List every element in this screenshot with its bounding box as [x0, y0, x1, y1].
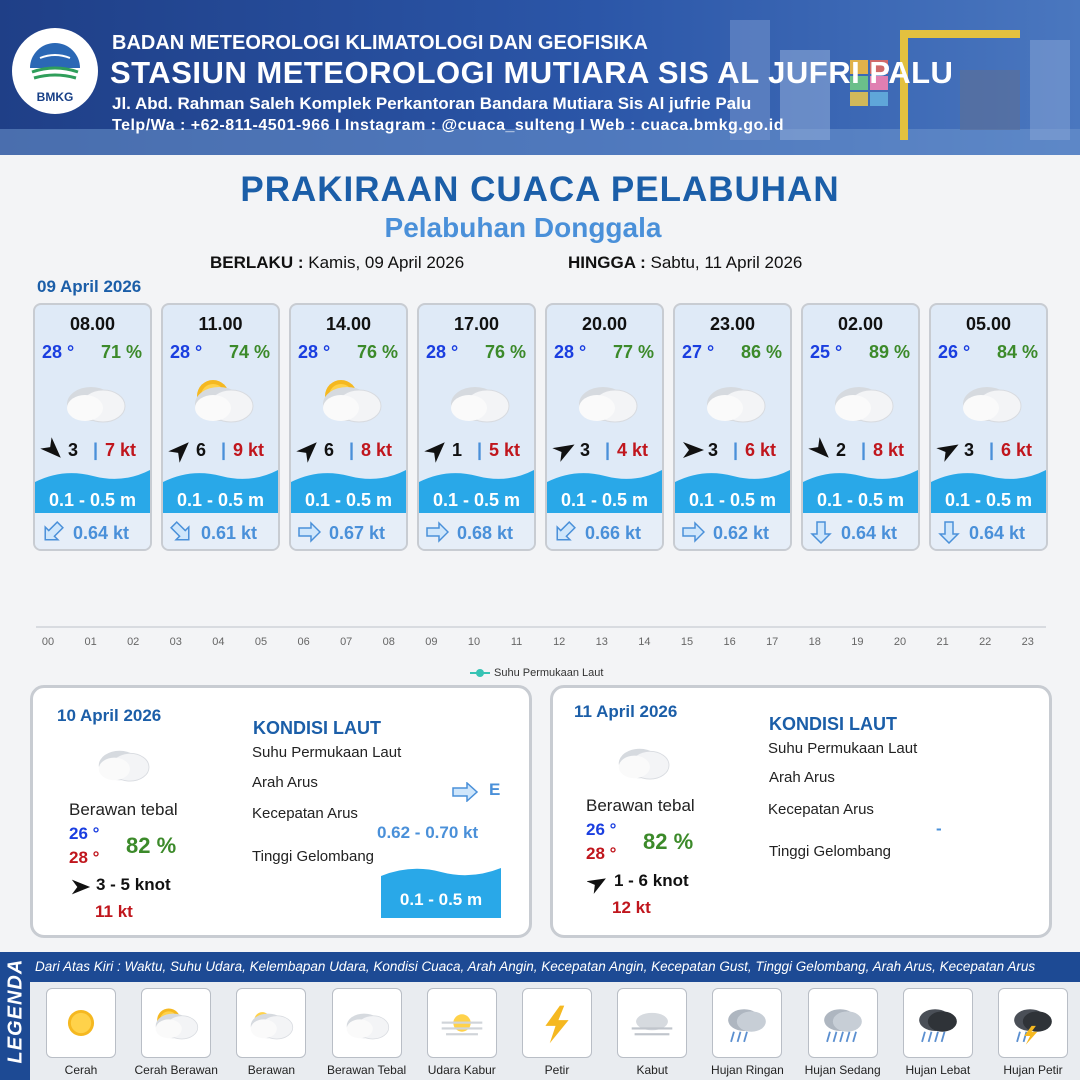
- card-current-speed: 0.64 kt: [73, 523, 130, 543]
- card-current-speed: 0.66 kt: [585, 523, 642, 543]
- card-humidity: 76 %: [356, 342, 398, 362]
- legend-item-label: Udara Kabur: [427, 1063, 496, 1077]
- legend-item-label: Berawan: [247, 1063, 296, 1077]
- day3-sea-condition-title: KONDISI LAUT: [769, 714, 897, 734]
- day3-wind-speed: 1 - 6 knot: [614, 871, 689, 890]
- legend-item: [427, 988, 497, 1058]
- card-time: 20.00: [581, 314, 628, 334]
- day3-panel: [550, 685, 1052, 938]
- legend-item: [617, 988, 687, 1058]
- day2-sst-label: Suhu Permukaan Laut: [252, 744, 402, 761]
- card-humidity: 84 %: [996, 342, 1038, 362]
- card-gust: 9 kt: [233, 440, 265, 460]
- page-title: PRAKIRAAN CUACA PELABUHAN: [240, 170, 840, 209]
- card-wave-height: 0.1 - 0.5 m: [432, 490, 521, 510]
- berawan-tebal-icon: [951, 370, 1031, 430]
- wind-direction-icon: [70, 876, 92, 898]
- axis-tick-label: 13: [595, 636, 608, 648]
- legend-item: [903, 988, 973, 1058]
- cerah-berawan-icon: [147, 994, 205, 1052]
- logo-label: BMKG: [36, 90, 74, 104]
- card-time: 23.00: [709, 314, 756, 334]
- card-gust: 7 kt: [105, 440, 137, 460]
- axis-tick-label: 21: [936, 636, 949, 648]
- card-current-speed: 0.64 kt: [841, 523, 898, 543]
- header-banner: [0, 0, 1080, 155]
- card-wave-height: 0.1 - 0.5 m: [560, 490, 649, 510]
- day3-date: 11 April 2026: [574, 702, 678, 721]
- axis-tick-label: 17: [766, 636, 779, 648]
- card-time: 02.00: [837, 314, 884, 334]
- current-direction-icon: [41, 520, 65, 544]
- card-wind-speed: 3: [964, 440, 975, 460]
- forecast-card: [289, 303, 408, 551]
- day2-temp-max: 28 °: [69, 848, 100, 867]
- axis-tick-label: 03: [169, 636, 182, 648]
- card-gust: 5 kt: [489, 440, 521, 460]
- valid-to-label: HINGGA :: [568, 253, 646, 272]
- legend-item: [332, 988, 402, 1058]
- day2-panel: [30, 685, 532, 938]
- kabut-icon: [623, 994, 681, 1052]
- day3-condition: Berawan tebal: [586, 796, 695, 815]
- card-time: 11.00: [198, 314, 243, 334]
- legend-item-label: Berawan Tebal: [327, 1063, 407, 1077]
- wind-direction-icon: [587, 872, 609, 894]
- card-humidity: 86 %: [740, 342, 782, 362]
- legend-item-label: Hujan Ringan: [711, 1063, 784, 1077]
- berawan-tebal-icon: [338, 994, 396, 1052]
- legend-item: [141, 988, 211, 1058]
- berawan-tebal-icon: [88, 736, 158, 788]
- card-wind-speed: 1: [452, 440, 463, 460]
- axis-tick-label: 01: [84, 636, 97, 648]
- card-current-speed: 0.62 kt: [713, 523, 770, 543]
- legend-side-label: [0, 952, 30, 1080]
- day2-wave-height: 0.1 - 0.5 m: [399, 890, 483, 909]
- card-gust: 6 kt: [745, 440, 777, 460]
- card-separator: |: [221, 440, 227, 460]
- port-name: Pelabuhan Donggala: [384, 212, 662, 243]
- axis-tick-label: 23: [1021, 636, 1034, 648]
- card-separator: |: [605, 440, 611, 460]
- card-temperature: 26 °: [938, 342, 971, 362]
- petir-icon: [528, 994, 586, 1052]
- berawan-tebal-icon: [55, 370, 135, 430]
- current-direction-icon: [169, 520, 193, 544]
- legend-item-label: Cerah: [64, 1063, 98, 1077]
- card-gust: 6 kt: [1001, 440, 1033, 460]
- berawan-tebal-icon: [439, 370, 519, 430]
- card-time: 17.00: [453, 314, 500, 334]
- axis-tick-label: 09: [425, 636, 438, 648]
- day2-current-speed: 0.62 - 0.70 kt: [377, 823, 479, 842]
- card-wave-height: 0.1 - 0.5 m: [48, 490, 137, 510]
- legend-item-label: Petir: [544, 1063, 570, 1077]
- axis-tick-label: 12: [553, 636, 566, 648]
- axis-tick-label: 02: [127, 636, 140, 648]
- day2-date: 10 April 2026: [57, 706, 162, 725]
- berawan-tebal-icon: [608, 734, 678, 786]
- chart-axis-line: [36, 626, 1046, 628]
- legend-item: [46, 988, 116, 1058]
- card-wind-speed: 6: [324, 440, 335, 460]
- card-current-speed: 0.61 kt: [201, 523, 258, 543]
- legend-item-label: Hujan Sedang: [804, 1063, 881, 1077]
- day3-gust: 12 kt: [612, 898, 651, 917]
- axis-tick-label: 14: [638, 636, 651, 648]
- axis-tick-label: 05: [254, 636, 268, 648]
- axis-tick-label: 22: [979, 636, 992, 648]
- card-separator: |: [989, 440, 995, 460]
- legend-item-label: Cerah Berawan: [134, 1063, 218, 1077]
- card-humidity: 71 %: [100, 342, 142, 362]
- day2-sea-condition-title: KONDISI LAUT: [253, 718, 381, 738]
- card-temperature: 28 °: [554, 342, 587, 362]
- day2-humidity: 82 %: [126, 833, 177, 858]
- card-gust: 8 kt: [361, 440, 393, 460]
- card-separator: |: [861, 440, 867, 460]
- card-separator: |: [349, 440, 355, 460]
- berawan-tebal-icon: [567, 370, 647, 430]
- udara-kabur-icon: [433, 994, 491, 1052]
- card-wave-height: 0.1 - 0.5 m: [816, 490, 905, 510]
- axis-tick-label: 07: [340, 636, 353, 648]
- card-wind-speed: 3: [68, 440, 79, 460]
- legend-description-bar: [30, 952, 1080, 982]
- hujan-ringan-icon: [718, 994, 776, 1052]
- day2-current-speed-label: Kecepatan Arus: [252, 805, 358, 822]
- day1-date: 09 April 2026: [37, 277, 142, 296]
- legend-item: [808, 988, 878, 1058]
- current-direction-icon: [297, 520, 321, 544]
- day2-current-dir-label: Arah Arus: [252, 774, 318, 791]
- card-wave-height: 0.1 - 0.5 m: [176, 490, 265, 510]
- legend-item: [712, 988, 782, 1058]
- axis-tick-label: 00: [41, 636, 55, 648]
- card-humidity: 76 %: [484, 342, 526, 362]
- legend-description: Dari Atas Kiri : Waktu, Suhu Udara, Kelembapan Udara, Kondisi Cuaca, Arah Angin, Kecepatan Angin, Kecepatan Gust, Tinggi Gelombang, Arah Arus, Kecepatan Arus: [35, 959, 1036, 974]
- card-current-speed: 0.67 kt: [329, 523, 386, 543]
- legend-item: [998, 988, 1068, 1058]
- card-wind-speed: 6: [196, 440, 207, 460]
- card-temperature: 28 °: [426, 342, 459, 362]
- forecast-card: [161, 303, 280, 551]
- legend-item-label: Hujan Petir: [1003, 1063, 1063, 1077]
- card-temperature: 28 °: [42, 342, 75, 362]
- day2-temp-min: 26 °: [69, 824, 100, 843]
- bmkg-logo: [12, 28, 98, 114]
- valid-to: [568, 253, 802, 273]
- current-direction-icon: [681, 520, 705, 544]
- card-temperature: 28 °: [170, 342, 203, 362]
- forecast-card: [673, 303, 792, 551]
- day3-humidity: 82 %: [643, 829, 694, 854]
- axis-tick-label: 19: [851, 636, 864, 648]
- valid-from-value: Kamis, 09 April 2026: [308, 253, 465, 272]
- card-current-speed: 0.68 kt: [457, 523, 514, 543]
- card-gust: 8 kt: [873, 440, 905, 460]
- berawan-tebal-icon: [695, 370, 775, 430]
- axis-tick-label: 16: [723, 636, 736, 648]
- cerah-berawan-icon: [183, 370, 263, 430]
- forecast-card: [801, 303, 920, 551]
- axis-tick-label: 20: [893, 636, 907, 648]
- day2-wave-label: Tinggi Gelombang: [252, 848, 375, 865]
- day3-current-dir-label: Arah Arus: [769, 769, 835, 786]
- day2-current-direction: E: [489, 780, 501, 799]
- axis-tick-label: 06: [297, 636, 310, 648]
- legend-item-label: Kabut: [636, 1063, 668, 1077]
- card-wind-speed: 3: [708, 440, 719, 460]
- day3-sst-label: Suhu Permukaan Laut: [768, 740, 918, 757]
- card-separator: |: [477, 440, 483, 460]
- current-direction-icon: [425, 520, 449, 544]
- station-contact: Telp/Wa : +62-811-4501-966 I Instagram : @cuaca_sulteng I Web : cuaca.bmkg.go.id: [112, 117, 784, 134]
- day2-condition: Berawan tebal: [69, 800, 178, 819]
- sst-legend-marker-icon: [470, 672, 490, 674]
- day3-temp-max: 28 °: [586, 844, 617, 863]
- forecast-card: [929, 303, 1048, 551]
- sst-legend-label: Suhu Permukaan Laut: [494, 667, 604, 679]
- axis-tick-label: 18: [808, 636, 821, 648]
- legend-title: LEGENDA: [4, 958, 27, 1064]
- day3-wave-label: Tinggi Gelombang: [769, 843, 892, 860]
- valid-from-label: BERLAKU :: [210, 253, 304, 272]
- day2-wind-speed: 3 - 5 knot: [96, 875, 171, 894]
- card-humidity: 77 %: [612, 342, 654, 362]
- card-time: 14.00: [325, 314, 372, 334]
- card-wave-height: 0.1 - 0.5 m: [688, 490, 777, 510]
- card-temperature: 27 °: [682, 342, 715, 362]
- berawan-icon: [242, 994, 300, 1052]
- station-address: Jl. Abd. Rahman Saleh Komplek Perkantoran Bandara Mutiara Sis Al jufrie Palu: [112, 94, 752, 113]
- current-direction-icon: [809, 520, 833, 544]
- forecast-card: [545, 303, 664, 551]
- card-temperature: 25 °: [810, 342, 843, 362]
- card-time: 05.00: [965, 314, 1012, 334]
- current-direction-icon: [553, 520, 577, 544]
- card-humidity: 89 %: [868, 342, 910, 362]
- forecast-card: [417, 303, 536, 551]
- axis-tick-label: 11: [510, 636, 523, 648]
- valid-to-value: Sabtu, 11 April 2026: [650, 253, 803, 272]
- agency-name: BADAN METEOROLOGI KLIMATOLOGI DAN GEOFISIKA: [112, 32, 648, 54]
- axis-tick-label: 08: [382, 636, 395, 648]
- card-time: 08.00: [69, 314, 116, 334]
- card-gust: 4 kt: [617, 440, 649, 460]
- card-separator: |: [93, 440, 99, 460]
- day2-gust: 11 kt: [95, 902, 133, 921]
- card-current-speed: 0.64 kt: [969, 523, 1026, 543]
- current-arrow-right-icon: [451, 782, 479, 802]
- card-wind-speed: 3: [580, 440, 591, 460]
- cerah-icon: [52, 994, 110, 1052]
- axis-tick-label: 10: [467, 636, 481, 648]
- forecast-card: [33, 303, 152, 551]
- legend-item: [236, 988, 306, 1058]
- cerah-berawan-icon: [311, 370, 391, 430]
- valid-from: [210, 253, 464, 273]
- hujan-lebat-icon: [909, 994, 967, 1052]
- hujan-sedang-icon: [814, 994, 872, 1052]
- card-wave-height: 0.1 - 0.5 m: [304, 490, 393, 510]
- station-name: STASIUN METEOROLOGI MUTIARA SIS AL JUFRI PALU: [110, 55, 954, 90]
- card-wind-speed: 2: [836, 440, 847, 460]
- card-wave-height: 0.1 - 0.5 m: [944, 490, 1033, 510]
- card-temperature: 28 °: [298, 342, 331, 362]
- axis-tick-label: 04: [212, 636, 225, 648]
- card-humidity: 74 %: [228, 342, 270, 362]
- current-direction-icon: [937, 520, 961, 544]
- card-separator: |: [733, 440, 739, 460]
- legend-item: [522, 988, 592, 1058]
- day3-temp-min: 26 °: [586, 820, 617, 839]
- sst-legend: [470, 667, 603, 679]
- day3-current-speed-label: Kecepatan Arus: [768, 801, 874, 818]
- legend-item-label: Hujan Lebat: [905, 1063, 971, 1077]
- day3-current-speed: -: [936, 819, 942, 838]
- berawan-tebal-icon: [823, 370, 903, 430]
- hujan-petir-icon: [1004, 994, 1062, 1052]
- axis-tick-label: 15: [680, 636, 694, 648]
